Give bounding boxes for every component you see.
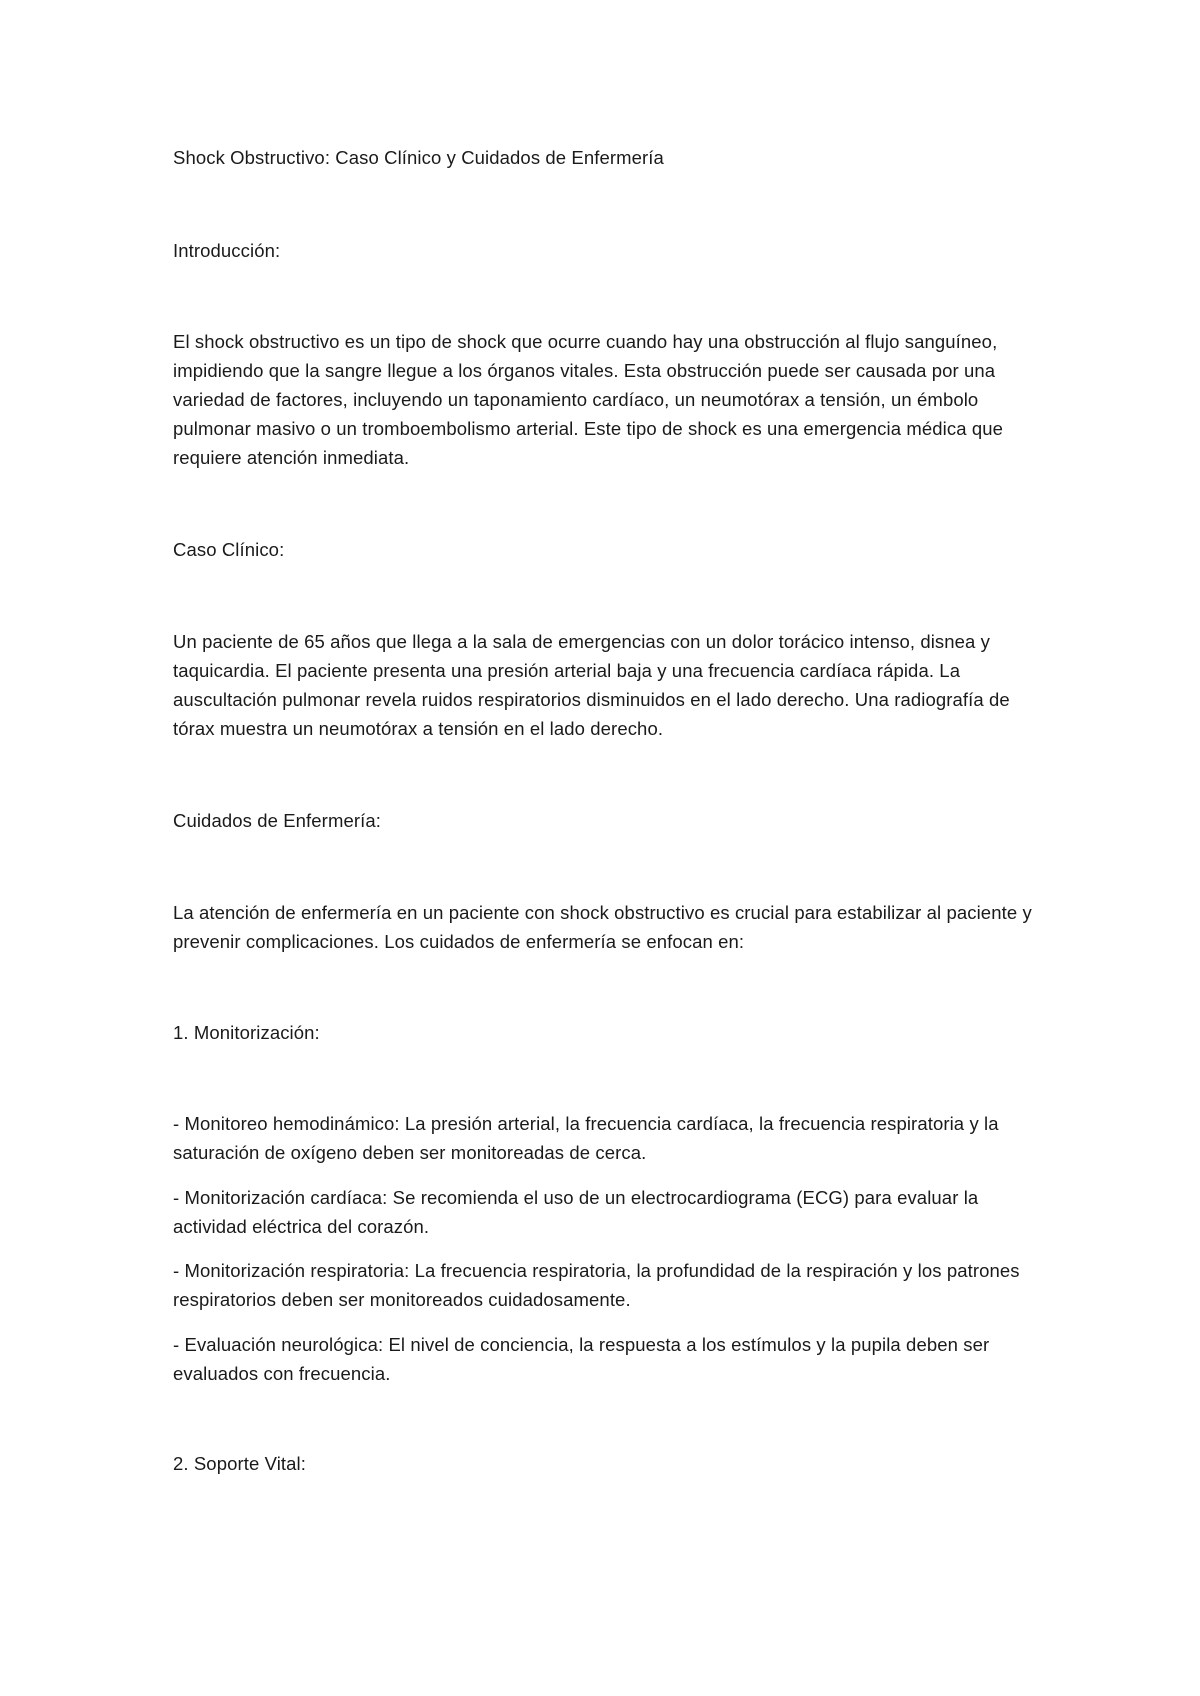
- intro-heading: Introducción:: [173, 240, 281, 261]
- case-heading: Caso Clínico:: [173, 539, 285, 560]
- case-paragraph: Un paciente de 65 años que llega a la sala de emergencias con un dolor torácico intenso, disnea y taquicardia. El paciente presenta una presión arterial baja y una frecuencia cardíaca rápida. La auscultación pulmonar revela ruidos respiratorios disminuidos en el lado derecho. Una radiografía de tórax muestra un neumotórax a tensión en el lado derecho.: [173, 631, 1010, 739]
- list-item-hemodynamic: - Monitoreo hemodinámico: La presión arterial, la frecuencia cardíaca, la frecuencia respiratoria y la saturación de oxígeno deben ser monitoreadas de cerca.: [173, 1113, 999, 1163]
- care-heading: Cuidados de Enfermería:: [173, 810, 381, 831]
- care-paragraph: La atención de enfermería en un paciente con shock obstructivo es crucial para estabilizar al paciente y prevenir complicaciones. Los cuidados de enfermería se enfocan en:: [173, 902, 1032, 952]
- list-item-neurological: - Evaluación neurológica: El nivel de conciencia, la respuesta a los estímulos y la pupila deben ser evaluados con frecuencia.: [173, 1334, 990, 1384]
- support-heading: 2. Soporte Vital:: [173, 1453, 306, 1474]
- document-title: Shock Obstructivo: Caso Clínico y Cuidados de Enfermería: [173, 147, 664, 168]
- monitoring-heading: 1. Monitorización:: [173, 1022, 320, 1043]
- list-item-respiratory: - Monitorización respiratoria: La frecuencia respiratoria, la profundidad de la respiración y los patrones respiratorios deben ser monitoreados cuidadosamente.: [173, 1260, 1020, 1310]
- list-item-cardiac: - Monitorización cardíaca: Se recomienda el uso de un electrocardiograma (ECG) para evaluar la actividad eléctrica del corazón.: [173, 1187, 979, 1237]
- intro-paragraph: El shock obstructivo es un tipo de shock que ocurre cuando hay una obstrucción al flujo sanguíneo, impidiendo que la sangre llegue a los órganos vitales. Esta obstrucción puede ser causada por una variedad de factores, incluyendo un taponamiento cardíaco, un neumotórax a tensión, un émbolo pulmonar masivo o un tromboembolismo arterial. Este tipo de shock es una emergencia médica que requiere atención inmediata.: [173, 331, 1003, 468]
